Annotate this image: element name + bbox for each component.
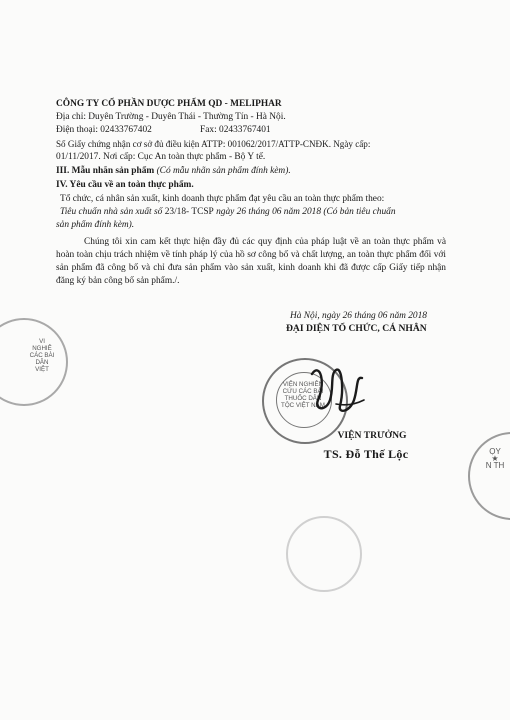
institute-seal-text: VIỆN NGHIÊN CỨU CÁC BÀI THUỐC DÂN TỘC VIỆT NAM xyxy=(281,381,325,409)
commitment-paragraph: Chúng tôi xin cam kết thực hiện đầy đủ các quy định của pháp luật về an toàn thực phẩm và hoàn toàn chịu trách nhiệm về tính pháp lý của hồ sơ công bố và chất lượng, an toàn thực phẩm đối với sản phẩm đã công bố và chỉ đưa sản phẩm vào sản xuất, kinh doanh khi đã được cấp Giấy tiếp nhận đăng ký bản công bố sản phẩm./. xyxy=(56,237,446,286)
partial-seal-left-text: VI NGHIÊ CÁC BÀI DÂN VIỆT xyxy=(29,338,55,373)
company-phone: Điện thoại: 02433767402 xyxy=(56,125,152,135)
date-line xyxy=(290,310,460,322)
signer-name: TS. Đỗ Thế Lộc xyxy=(323,447,409,461)
section-3 xyxy=(56,165,456,177)
company-name: CÔNG TY CỔ PHẦN DƯỢC PHẨM QD - MELIPHAR xyxy=(56,99,282,109)
signature-block xyxy=(312,430,432,441)
standard-suffix-1: ngày 26 tháng 06 năm 2018 (Có bản tiêu chuẩn xyxy=(213,207,396,217)
standard-line-1 xyxy=(60,206,460,218)
signer-position: VIỆN TRƯỞNG xyxy=(337,430,407,441)
cert-line-1: Số Giấy chứng nhận cơ sở đủ điều kiện ATTP: 001062/2017/ATTP-CNĐK. Ngày cấp: xyxy=(56,139,371,149)
company-fax: Fax: 02433767401 xyxy=(200,125,271,135)
partial-seal-right xyxy=(468,432,510,520)
section-4-intro: Tổ chức, cá nhân sản xuất, kinh doanh thực phẩm đạt yêu cầu an toàn thực phẩm theo: xyxy=(60,194,385,204)
faint-seal-lower xyxy=(286,516,362,592)
section-3-note: (Có mẫu nhãn sản phẩm đính kèm). xyxy=(154,166,291,176)
section-4-title: IV. Yêu cầu về an toàn thực phẩm. xyxy=(56,180,194,190)
date-text: , ngày 26 tháng 06 năm 2018 xyxy=(317,311,427,321)
partial-seal-right-text: ỌY ★ N TH xyxy=(485,447,505,470)
signer-block xyxy=(296,447,436,462)
signature-image xyxy=(306,360,366,422)
cert-line-2: 01/11/2017. Nơi cấp: Cục An toàn thực phẩm - Bộ Y tế. xyxy=(56,152,266,162)
section-3-title: III. Mẫu nhãn sản phẩm xyxy=(56,166,155,176)
standard-prefix: Tiêu chuẩn nhà sản xuất số xyxy=(60,207,165,217)
standard-code: 23/18- TCSP xyxy=(164,207,214,217)
standard-line-2: sản phẩm đính kèm). xyxy=(56,220,135,230)
representative-title: ĐẠI DIỆN TỔ CHỨC, CÁ NHÂN xyxy=(286,323,427,334)
date-place: Hà Nội xyxy=(290,311,318,321)
company-address: Địa chỉ: Duyên Trường - Duyên Thái - Thường Tín - Hà Nội. xyxy=(56,112,286,122)
